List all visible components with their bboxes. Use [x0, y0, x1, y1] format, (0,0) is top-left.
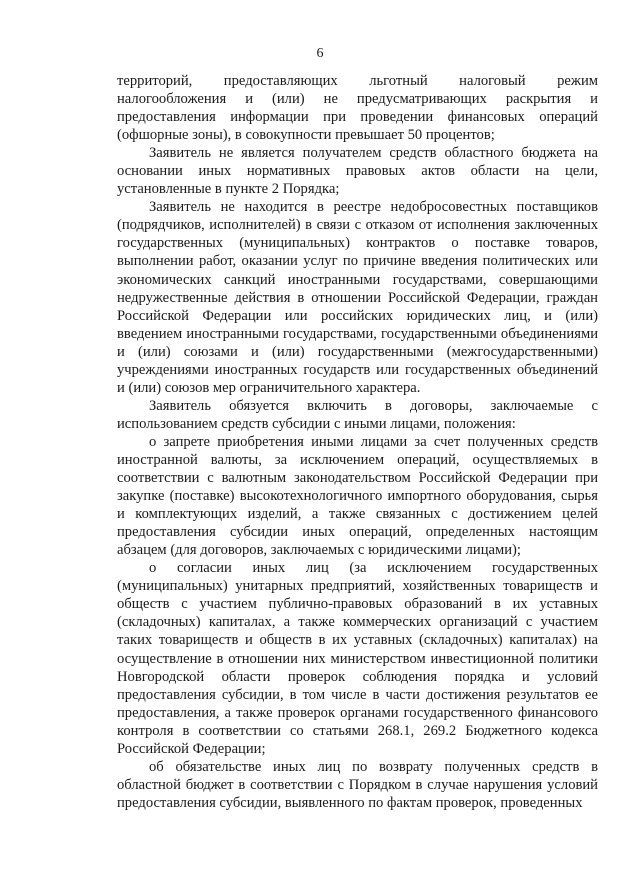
- paragraph-refund-obligation: об обязательстве иных лиц по возврату полученных средств в областной бюджет в соответствии с Порядком в случае нарушения условий предоставления субсидии, выявленного по фактам проверок, проведенных: [117, 758, 598, 811]
- page-number: 6: [316, 46, 324, 61]
- document-body: [117, 72, 598, 812]
- paragraph-offshore-continuation: территорий, предоставляющих льготный налоговый режим налогообложения и (или) не предусматривающих раскрытия и предоставления информации при проведении финансовых операций (офшорные зоны), в совокупности превышает 50 процентов;: [117, 73, 598, 144]
- paragraph-not-in-unfair-suppliers-registry: Заявитель не находится в реестре недобросовестных поставщиков (подрядчиков, исполнителей) в связи с отказом от исполнения заключенных государственных (муниципальных) контрактов о поставке товаров, выполнении работ, оказании услуг по причине введения политических или экономических санкций иностранными государствами, совершающими недружественные действия в отношении Российской Федерации, граждан Российской Федерации или российских юридических лиц, и (или) введением иностранными государствами, государственными объединениями и (или) союзами и (или) государственными (межгосударственными) учреждениями иностранных государств или государственных объединений и (или) союзов мер ограничительного характера.: [117, 199, 598, 396]
- paragraph-contract-obligations: Заявитель обязуется включить в договоры, заключаемые с использованием средств субсидии с иными лицами, положения:: [117, 397, 598, 432]
- paragraph-inspection-consent: о согласии иных лиц (за исключением государственных (муниципальных) унитарных предприятий, хозяйственных товариществ и обществ с участием публично-правовых образований в их уставных (складочных) капиталах, а также коммерческих организаций с участием таких товариществ и обществ в их уставных (складочных) капиталах) на осуществление в отношении них министерством инвестиционной политики Новгородской области проверок соблюдения порядка и условий предоставления субсидии, в том числе в части достижения результатов ее предоставления, а также проверок органами государственного финансового контроля в соответствии со статьями 268.1, 269.2 Бюджетного кодекса Российской Федерации;: [117, 560, 598, 757]
- paragraph-currency-prohibition: о запрете приобретения иными лицами за счет полученных средств иностранной валюты, за исключением операций, осуществляемых в соответствии с валютным законодательством Российской Федерации при закупке (поставке) высокотехнологичного импортного оборудования, сырья и комплектующих изделий, а также связанных с достижением целей предоставления субсидии иных операций, определенных настоящим абзацем (для договоров, заключаемых с юридическими лицами);: [117, 433, 598, 559]
- paragraph-not-budget-recipient: Заявитель не является получателем средств областного бюджета на основании иных нормативных правовых актов области на цели, установленные в пункте 2 Порядка;: [117, 145, 598, 198]
